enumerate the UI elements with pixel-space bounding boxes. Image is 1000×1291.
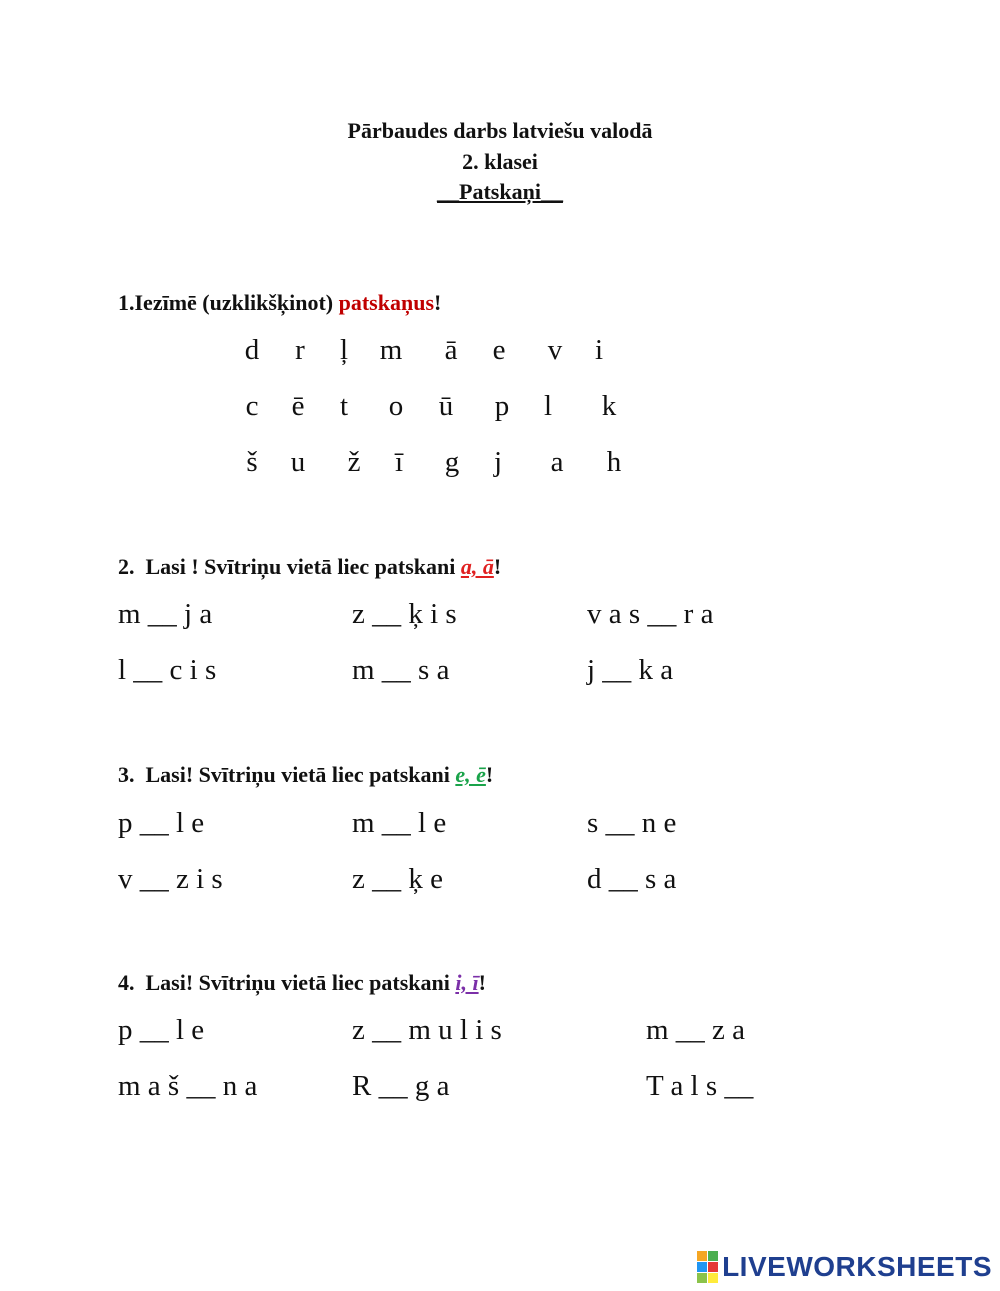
grid-letter[interactable]: p <box>494 390 510 422</box>
word-blank[interactable]: m __ z a <box>646 1014 746 1046</box>
task-1-text: Iezīmē (uzklikšķinot) <box>134 290 339 315</box>
grid-letter[interactable]: d <box>244 334 260 366</box>
logo-blocks-icon <box>697 1251 718 1283</box>
grid-letter[interactable]: ū <box>438 390 454 422</box>
grid-letter[interactable]: o <box>388 390 404 422</box>
word-blank[interactable]: m __ l e <box>352 807 447 839</box>
word-blank[interactable]: d __ s a <box>587 863 677 895</box>
word-blank[interactable]: p __ l e <box>118 807 205 839</box>
grid-letter[interactable]: l <box>543 390 553 422</box>
grid-letter[interactable]: u <box>290 446 306 478</box>
task-2-highlight: a, ā <box>460 554 494 579</box>
word-blank[interactable]: m __ j a <box>118 598 213 630</box>
task-3-number: 3. <box>118 762 135 787</box>
task-2-instruction <box>118 554 501 580</box>
word-blank[interactable]: m a š __ n a <box>118 1070 258 1102</box>
grid-letter[interactable]: ļ <box>339 334 349 366</box>
task-2-end: ! <box>493 554 502 579</box>
word-blank[interactable]: s __ n e <box>587 807 677 839</box>
grid-letter[interactable]: c <box>245 390 259 422</box>
task-3-text: Lasi! Svītriņu vietā liec patskani <box>145 762 456 787</box>
grade-label: 2. klasei <box>462 149 538 174</box>
grid-letter[interactable]: e <box>492 334 506 366</box>
grid-letter[interactable]: k <box>601 390 617 422</box>
word-blank[interactable]: R __ g a <box>352 1070 450 1102</box>
topic-title: __Patskaņi__ <box>437 179 563 204</box>
word-blank[interactable]: l __ c i s <box>118 654 217 686</box>
grid-letter[interactable]: ž <box>347 446 361 478</box>
grid-letter[interactable]: a <box>550 446 564 478</box>
grid-letter[interactable]: t <box>339 390 349 422</box>
task-3-end: ! <box>485 762 494 787</box>
grid-letter[interactable]: ē <box>291 390 305 422</box>
task-1-highlight: patskaņus <box>338 290 435 315</box>
grid-letter[interactable]: š <box>246 446 258 478</box>
word-blank[interactable]: z __ m u l i s <box>352 1014 502 1046</box>
word-blank[interactable]: j __ k a <box>587 654 674 686</box>
task-1-end: ! <box>434 290 442 315</box>
logo-text: LIVEWORKSHEETS <box>722 1251 992 1282</box>
task-3-highlight: e, ē <box>455 762 486 787</box>
grid-letter[interactable]: g <box>444 446 460 478</box>
grid-letter[interactable]: ā <box>444 334 458 366</box>
task-4-number: 4. <box>118 970 135 995</box>
task-2-text: Lasi ! Svītriņu vietā liec patskani <box>145 554 461 579</box>
task-3-instruction <box>118 762 493 788</box>
word-blank[interactable]: T a l s __ <box>646 1070 754 1102</box>
grid-letter[interactable]: h <box>606 446 622 478</box>
task-4-instruction <box>118 970 486 996</box>
word-blank[interactable]: z __ ķ i s <box>352 598 457 630</box>
grid-letter[interactable]: r <box>295 334 305 366</box>
grid-letter[interactable]: j <box>493 446 503 478</box>
liveworksheets-logo <box>697 1251 992 1283</box>
grid-letter[interactable]: v <box>547 334 563 366</box>
task-4-end: ! <box>478 970 486 995</box>
grid-letter[interactable]: ī <box>394 446 404 478</box>
grid-letter[interactable]: i <box>594 334 604 366</box>
word-blank[interactable]: v __ z i s <box>118 863 223 895</box>
task-1-number: 1. <box>118 290 135 315</box>
word-blank[interactable]: v a s __ r a <box>587 598 714 630</box>
grid-letter[interactable]: m <box>379 334 403 366</box>
task-4-highlight: i, ī <box>455 970 479 995</box>
word-blank[interactable]: z __ ķ e <box>352 863 443 895</box>
word-blank[interactable]: m __ s a <box>352 654 450 686</box>
word-blank[interactable]: p __ l e <box>118 1014 205 1046</box>
worksheet-title: Pārbaudes darbs latviešu valodā <box>347 118 653 143</box>
task-4-text: Lasi! Svītriņu vietā liec patskani <box>145 970 456 995</box>
task-2-number: 2. <box>118 554 135 579</box>
task-1-instruction <box>118 290 441 316</box>
